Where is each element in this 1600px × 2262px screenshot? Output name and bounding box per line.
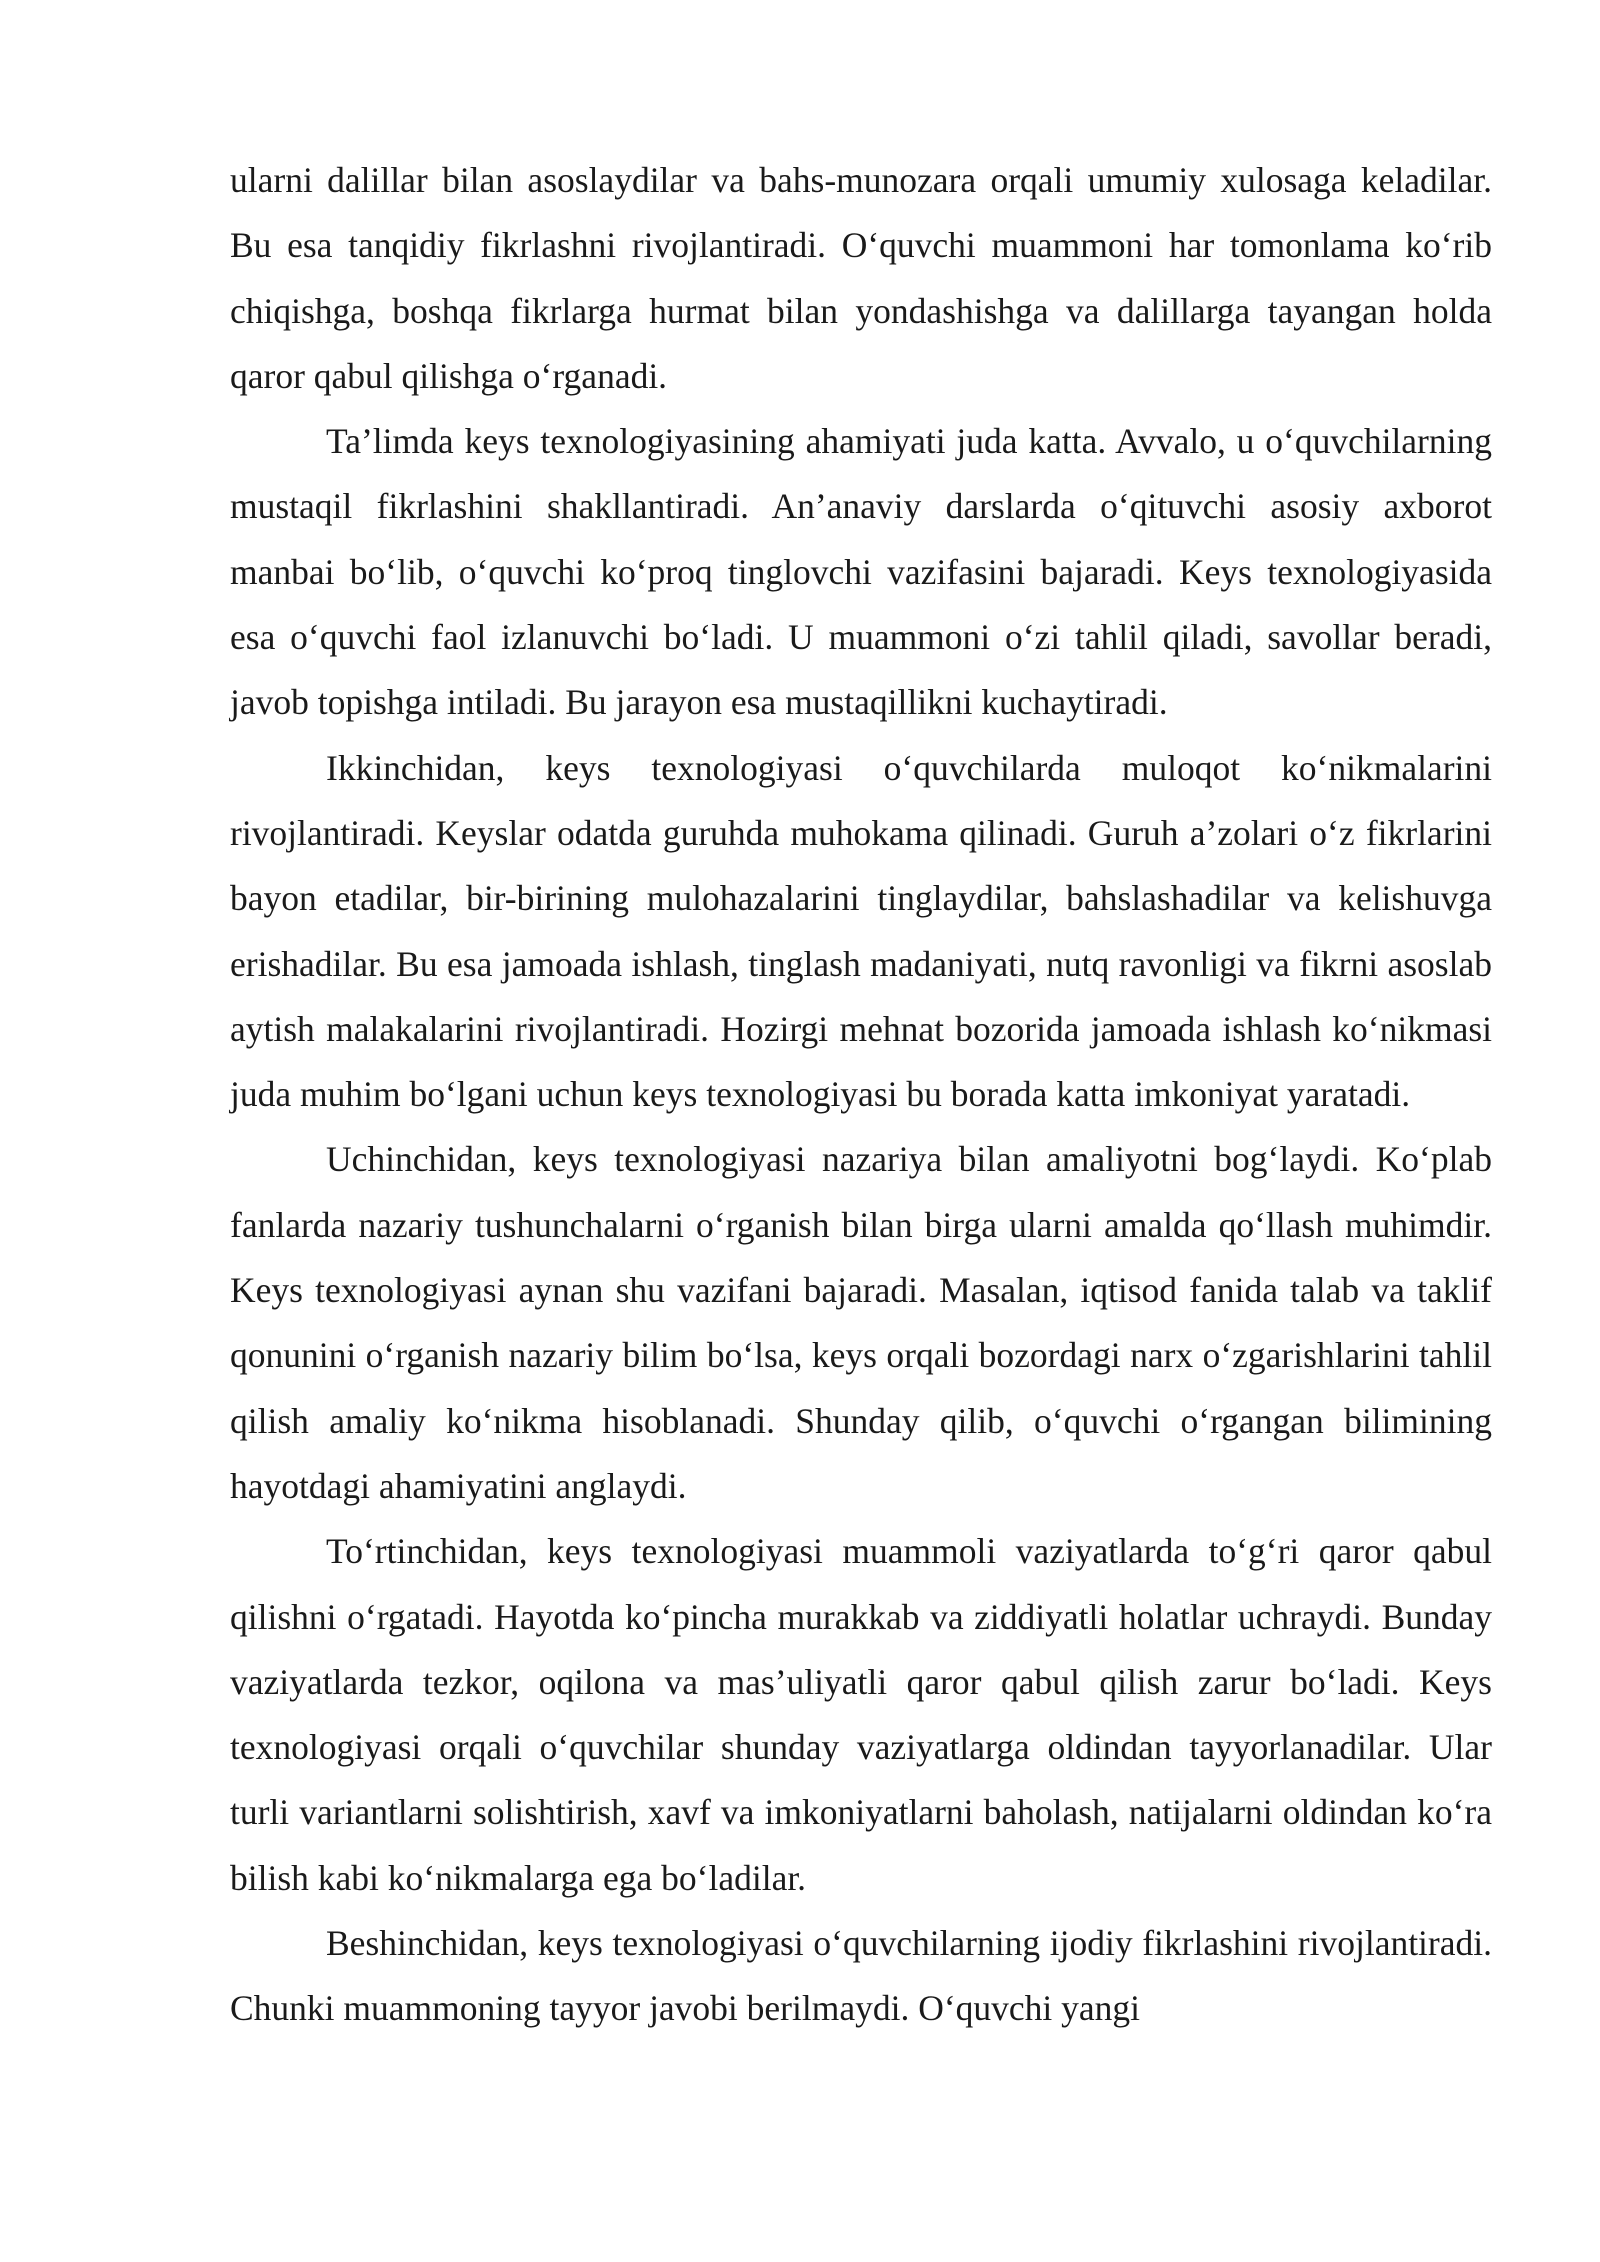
paragraph-2: Ta’limda keys texnologiyasining ahamiyati juda katta. Avvalo, u o‘quvchilarning mustaqil fikrlashini shakllantiradi. An’anaviy darslarda o‘qituvchi asosiy axborot manbai bo‘lib, o‘quvchi ko‘proq tinglovchi vazifasini bajaradi. Keys texnologiyasida esa o‘quvchi faol izlanuvchi bo‘ladi. U muammoni o‘zi tahlil qiladi, savollar beradi, javob topishga intiladi. Bu jarayon esa mustaqillikni kuchaytiradi. [230,421,1492,723]
paragraph-1: ularni dalillar bilan asoslaydilar va bahs-munozara orqali umumiy xulosaga keladilar. Bu esa tanqidiy fikrlashni rivojlantiradi. O‘quvchi muammoni har tomonlama ko‘rib chiqishga, boshqa fikrlarga hurmat bilan yondashishga va dalillarga tayangan holda qaror qabul qilishga o‘rganadi. [230,160,1492,396]
document-page [230,148,1492,2042]
paragraph-4: Uchinchidan, keys texnologiyasi nazariya bilan amaliyotni bog‘laydi. Ko‘plab fanlarda nazariy tushunchalarni o‘rganish bilan birga ularni amalda qo‘llash muhimdir. Keys texnologiyasi aynan shu vazifani bajaradi. Masalan, iqtisod fanida talab va taklif qonunini o‘rganish nazariy bilim bo‘lsa, keys orqali bozordagi narx o‘zgarishlarini tahlil qilish amaliy ko‘nikma hisoblanadi. Shunday qilib, o‘quvchi o‘rgangan bilimining hayotdagi ahamiyatini anglaydi. [230,1139,1492,1506]
paragraph-6: Beshinchidan, keys texnologiyasi o‘quvchilarning ijodiy fikrlashini rivojlantiradi. Chunki muammoning tayyor javobi berilmaydi. O‘quvchi yangi [230,1923,1492,2029]
paragraph-3: Ikkinchidan, keys texnologiyasi o‘quvchilarda muloqot ko‘nikmalarini rivojlantiradi. Keyslar odatda guruhda muhokama qilinadi. Guruh a’zolari o‘z fikrlarini bayon etadilar, bir-birining mulohazalarini tinglaydilar, bahslashadilar va kelishuvga erishadilar. Bu esa jamoada ishlash, tinglash madaniyati, nutq ravonligi va fikrni asoslab aytish malakalarini rivojlantiradi. Hozirgi mehnat bozorida jamoada ishlash ko‘nikmasi juda muhim bo‘lgani uchun keys texnologiyasi bu borada katta imkoniyat yaratadi. [230,747,1492,1115]
paragraph-5: To‘rtinchidan, keys texnologiyasi muammoli vaziyatlarda to‘g‘ri qaror qabul qilishni o‘rgatadi. Hayotda ko‘pincha murakkab va ziddiyatli holatlar uchraydi. Bunday vaziyatlarda tezkor, oqilona va mas’uliyatli qaror qabul qilish zarur bo‘ladi. Keys texnologiyasi orqali o‘quvchilar shunday vaziyatlarga oldindan tayyorlanadilar. Ular turli variantlarni solishtirish, xavf va imkoniyatlarni baholash, natijalarni oldindan ko‘ra bilish kabi ko‘nikmalarga ega bo‘ladilar. [230,1531,1492,1898]
